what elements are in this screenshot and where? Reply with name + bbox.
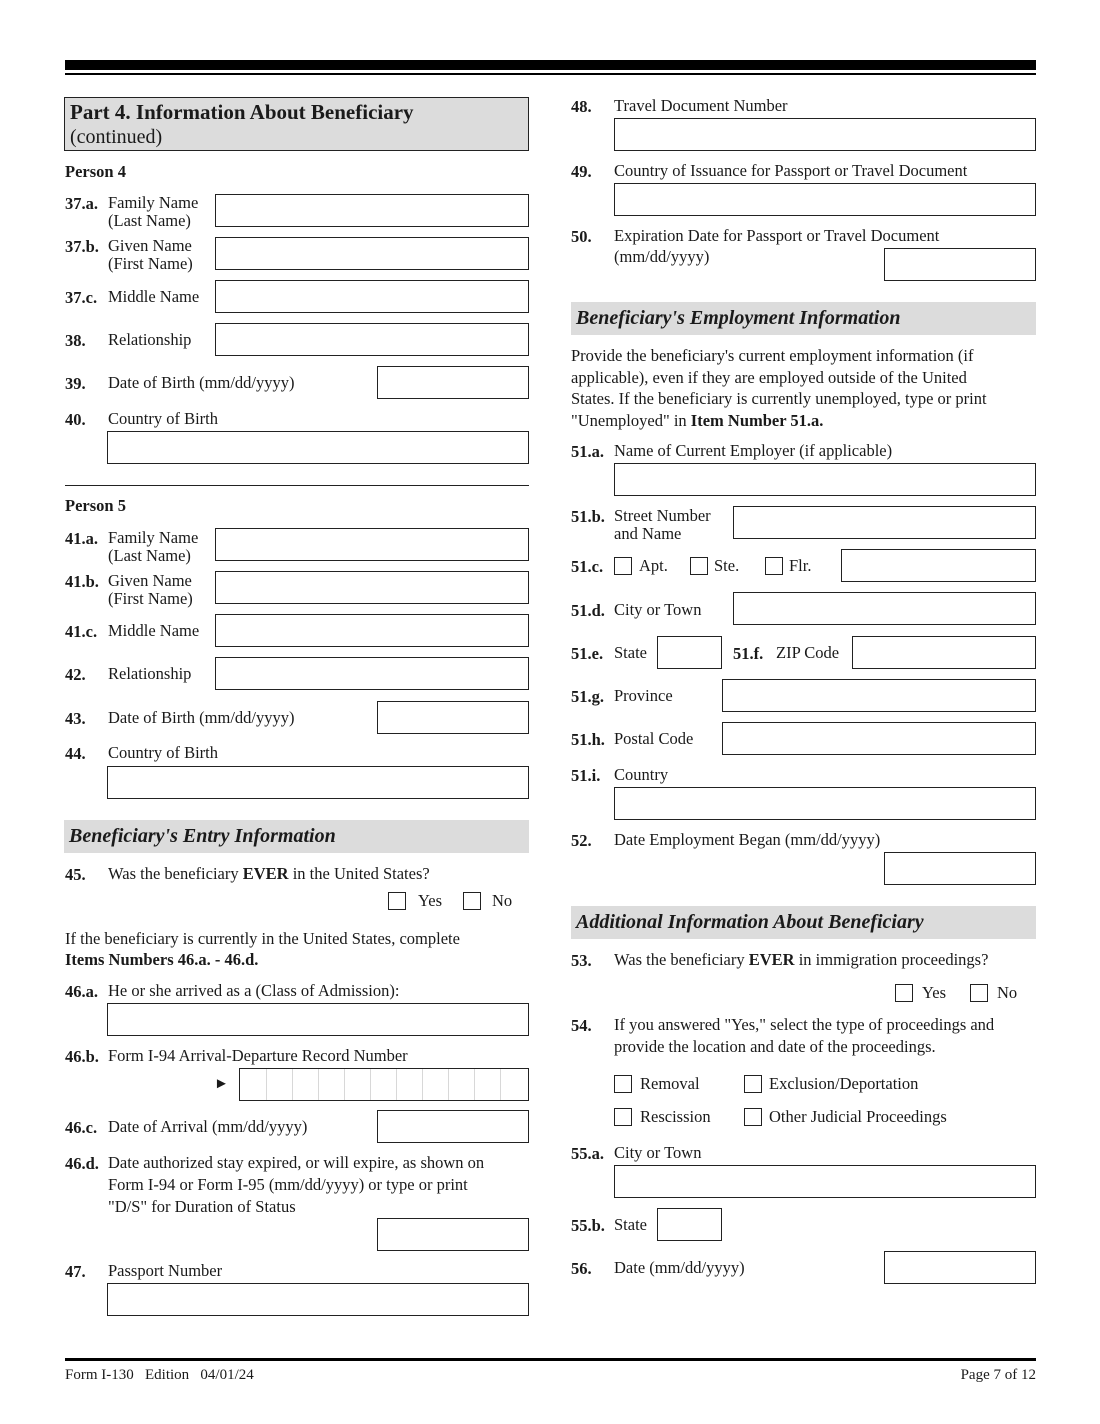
q41b-label-2: (First Name) — [108, 589, 193, 608]
q52-label: Date Employment Began (mm/dd/yyyy) — [614, 830, 881, 849]
part-header — [64, 97, 529, 151]
q44-number: 44. — [65, 744, 86, 763]
q50-number: 50. — [571, 227, 592, 246]
q50-line2: (mm/dd/yyyy) — [614, 247, 710, 266]
q42-number: 42. — [65, 665, 86, 684]
exclusion-checkbox[interactable] — [744, 1075, 762, 1093]
rescission-checkbox[interactable] — [614, 1108, 632, 1126]
q37a-label-1: Family Name — [108, 193, 199, 212]
city-input[interactable] — [733, 592, 1036, 625]
person-divider — [65, 485, 529, 486]
q53-yes-checkbox[interactable] — [895, 984, 913, 1002]
employment-intro-line3: States. If the beneficiary is currently unemployed, type or print — [571, 389, 987, 408]
country-of-birth-input-p4[interactable] — [107, 431, 529, 464]
flr-label: Flr. — [789, 556, 812, 575]
q46b-label: Form I-94 Arrival-Departure Record Number — [108, 1046, 408, 1065]
top-thin-rule — [65, 73, 1036, 75]
q51f-number: 51.f. — [733, 644, 764, 663]
person4-heading: Person 4 — [65, 162, 126, 181]
q51h-number: 51.h. — [571, 730, 605, 749]
passport-number-input[interactable] — [107, 1283, 529, 1316]
person5-heading: Person 5 — [65, 496, 126, 515]
q49-label: Country of Issuance for Passport or Travel Document — [614, 161, 968, 180]
q51g-label: Province — [614, 686, 673, 705]
entry-instruction-line1: If the beneficiary is currently in the United States, complete — [65, 929, 460, 948]
q51a-label: Name of Current Employer (if applicable) — [614, 441, 893, 460]
dob-input-p5[interactable] — [377, 701, 529, 734]
q47-number: 47. — [65, 1262, 86, 1281]
q46a-number: 46.a. — [65, 982, 98, 1001]
q51e-label: State — [614, 643, 647, 662]
q51d-number: 51.d. — [571, 601, 605, 620]
q40-number: 40. — [65, 410, 86, 429]
removal-checkbox[interactable] — [614, 1075, 632, 1093]
q51i-number: 51.i. — [571, 766, 601, 785]
flr-checkbox[interactable] — [765, 557, 783, 575]
footer-page-number: Page 7 of 12 — [960, 1367, 1036, 1383]
q45-label: Was the beneficiary EVER in the United States? — [108, 864, 430, 883]
q47-label: Passport Number — [108, 1261, 223, 1280]
q42-label: Relationship — [108, 664, 192, 683]
removal-label: Removal — [640, 1074, 700, 1093]
q41b-label-1: Given Name — [108, 571, 192, 590]
proceedings-state-input[interactable] — [657, 1208, 722, 1241]
q53-no-label: No — [997, 983, 1018, 1002]
q38-label: Relationship — [108, 330, 192, 349]
travel-document-number-input[interactable] — [614, 118, 1036, 151]
proceedings-city-input[interactable] — [614, 1165, 1036, 1198]
family-name-input-p5[interactable] — [215, 528, 529, 561]
q55b-label: State — [614, 1215, 647, 1234]
employment-intro-line2: applicable), even if they are employed outside of the United — [571, 368, 967, 387]
q41c-number: 41.c. — [65, 622, 98, 641]
q55a-label: City or Town — [614, 1143, 702, 1162]
other-judicial-label: Other Judicial Proceedings — [769, 1107, 947, 1126]
q51e-number: 51.e. — [571, 644, 604, 663]
q39-number: 39. — [65, 374, 86, 393]
q46d-line1: Date authorized stay expired, or will expire, as shown on — [108, 1153, 485, 1172]
zip-code-input[interactable] — [852, 636, 1036, 669]
q46d-number: 46.d. — [65, 1154, 99, 1173]
q37b-label-1: Given Name — [108, 236, 192, 255]
q54-number: 54. — [571, 1016, 592, 1035]
q51c-number: 51.c. — [571, 557, 604, 576]
part-title: Part 4. Information About Beneficiary — [70, 100, 414, 124]
country-input[interactable] — [614, 787, 1036, 820]
q53-number: 53. — [571, 951, 592, 970]
given-name-input-p5[interactable] — [215, 571, 529, 604]
q44-label: Country of Birth — [108, 743, 218, 762]
q51h-label: Postal Code — [614, 729, 694, 748]
q48-number: 48. — [571, 97, 592, 116]
unit-number-input[interactable] — [841, 549, 1036, 582]
stay-expiry-input[interactable] — [377, 1218, 529, 1251]
q43-label: Date of Birth (mm/dd/yyyy) — [108, 708, 295, 727]
q46c-label: Date of Arrival (mm/dd/yyyy) — [108, 1117, 308, 1136]
entry-instruction-bold: Items Numbers 46.a. - 46.d. — [65, 950, 259, 969]
date-of-arrival-input[interactable] — [377, 1110, 529, 1143]
additional-section-title: Additional Information About Beneficiary — [571, 906, 1036, 939]
q41a-number: 41.a. — [65, 529, 98, 548]
relationship-input-p5[interactable] — [215, 657, 529, 690]
part-subtitle: (continued) — [70, 126, 163, 148]
q51b-label-2: and Name — [614, 524, 682, 543]
q46b-number: 46.b. — [65, 1047, 99, 1066]
q56-number: 56. — [571, 1259, 592, 1278]
q53-label: Was the beneficiary EVER in immigration proceedings? — [614, 950, 989, 969]
q45-no-label: No — [492, 891, 513, 910]
family-name-input-p4[interactable] — [215, 194, 529, 227]
street-input[interactable] — [733, 506, 1036, 539]
q41b-number: 41.b. — [65, 572, 99, 591]
q37c-number: 37.c. — [65, 288, 98, 307]
state-input[interactable] — [657, 636, 722, 669]
q54-line1: If you answered "Yes," select the type of proceedings and — [614, 1015, 995, 1034]
q55b-number: 55.b. — [571, 1216, 605, 1235]
q37a-number: 37.a. — [65, 194, 98, 213]
employer-name-input[interactable] — [614, 463, 1036, 496]
q51g-number: 51.g. — [571, 687, 604, 706]
q45-yes-label: Yes — [418, 891, 443, 910]
q45-no-checkbox[interactable] — [463, 892, 481, 910]
q43-number: 43. — [65, 709, 86, 728]
relationship-input-p4[interactable] — [215, 323, 529, 356]
employment-began-input[interactable] — [884, 852, 1036, 885]
employment-intro-line1: Provide the beneficiary's current employment information (if — [571, 346, 974, 365]
q46c-number: 46.c. — [65, 1118, 98, 1137]
q51b-number: 51.b. — [571, 507, 605, 526]
q41a-label-2: (Last Name) — [108, 546, 191, 565]
q39-label: Date of Birth (mm/dd/yyyy) — [108, 373, 295, 392]
employment-intro-line4: "Unemployed" in Item Number 51.a. — [571, 411, 824, 430]
given-name-input-p4[interactable] — [215, 237, 529, 270]
q53-yes-label: Yes — [922, 983, 947, 1002]
q51i-label: Country — [614, 765, 669, 784]
i94-number-input[interactable] — [239, 1068, 529, 1101]
q53-no-checkbox[interactable] — [970, 984, 988, 1002]
q46d-line3: "D/S" for Duration of Status — [108, 1197, 296, 1216]
q50-line1: Expiration Date for Passport or Travel Document — [614, 226, 940, 245]
postal-code-input[interactable] — [722, 722, 1036, 755]
rescission-label: Rescission — [640, 1107, 711, 1126]
country-of-birth-input-p5[interactable] — [107, 766, 529, 799]
q54-line2: provide the location and date of the proceedings. — [614, 1037, 936, 1056]
middle-name-input-p4[interactable] — [215, 280, 529, 313]
arrow-right-icon: ► — [214, 1076, 229, 1092]
other-judicial-checkbox[interactable] — [744, 1108, 762, 1126]
entry-section-title: Beneficiary's Entry Information — [64, 820, 529, 853]
q46d-line2: Form I-94 or Form I-95 (mm/dd/yyyy) or type or print — [108, 1175, 468, 1194]
footer-form-edition: Form I-130 Edition 04/01/24 — [65, 1367, 254, 1383]
class-of-admission-input[interactable] — [107, 1003, 529, 1036]
q37a-label-2: (Last Name) — [108, 211, 191, 230]
q41a-label-1: Family Name — [108, 528, 199, 547]
dob-input-p4[interactable] — [377, 366, 529, 399]
q55a-number: 55.a. — [571, 1144, 604, 1163]
q51a-number: 51.a. — [571, 442, 604, 461]
q51d-label: City or Town — [614, 600, 702, 619]
ste-label: Ste. — [714, 556, 740, 575]
q37b-label-2: (First Name) — [108, 254, 193, 273]
q37c-label: Middle Name — [108, 287, 200, 306]
q46a-label: He or she arrived as a (Class of Admission): — [108, 981, 400, 1000]
q40-label: Country of Birth — [108, 409, 218, 428]
apt-checkbox[interactable] — [614, 557, 632, 575]
middle-name-input-p5[interactable] — [215, 614, 529, 647]
apt-label: Apt. — [639, 556, 668, 575]
q38-number: 38. — [65, 331, 86, 350]
q41c-label: Middle Name — [108, 621, 200, 640]
q51f-label: ZIP Code — [776, 643, 840, 662]
passport-expiration-input[interactable] — [884, 248, 1036, 281]
ste-checkbox[interactable] — [690, 557, 708, 575]
country-of-issuance-input[interactable] — [614, 183, 1036, 216]
q45-number: 45. — [65, 865, 86, 884]
top-thick-rule — [65, 60, 1036, 70]
proceedings-date-input[interactable] — [884, 1251, 1036, 1284]
footer-rule — [65, 1358, 1036, 1361]
exclusion-label: Exclusion/Deportation — [769, 1074, 919, 1093]
q51b-label-1: Street Number — [614, 506, 711, 525]
q52-number: 52. — [571, 831, 592, 850]
province-input[interactable] — [722, 679, 1036, 712]
q48-label: Travel Document Number — [614, 96, 788, 115]
q49-number: 49. — [571, 162, 592, 181]
q37b-number: 37.b. — [65, 237, 99, 256]
q45-yes-checkbox[interactable] — [388, 892, 406, 910]
employment-section-title: Beneficiary's Employment Information — [571, 302, 1036, 335]
q56-label: Date (mm/dd/yyyy) — [614, 1258, 745, 1277]
